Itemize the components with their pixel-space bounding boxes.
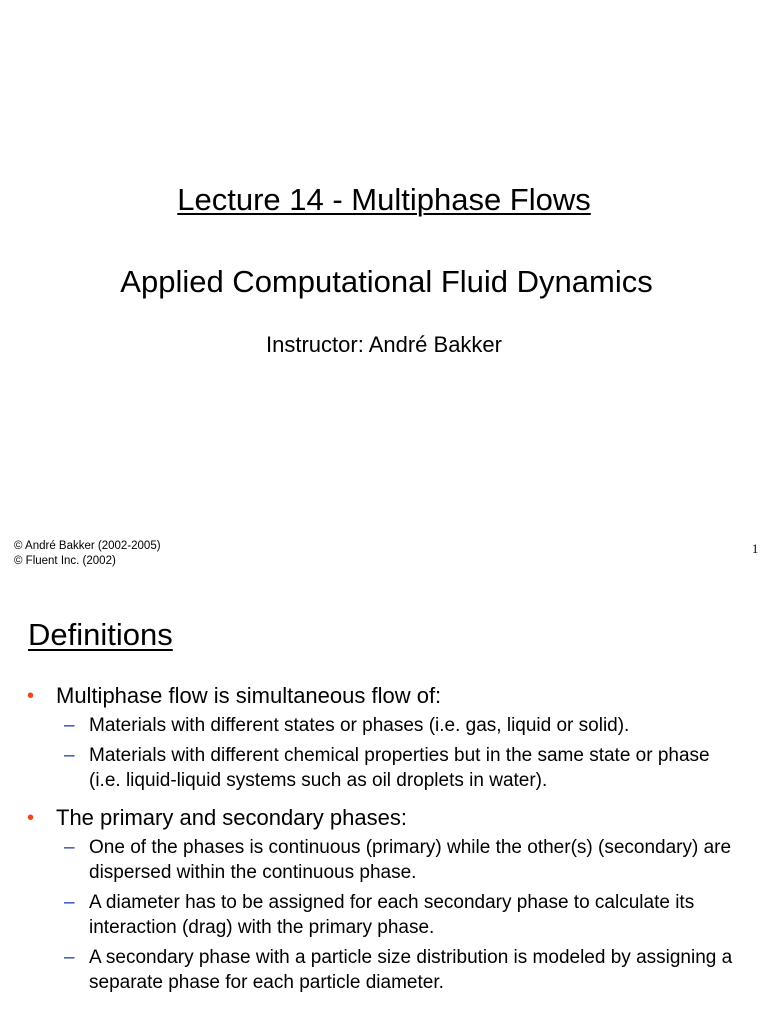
dash-icon: – — [64, 744, 75, 766]
sub-bullet-text: A secondary phase with a particle size distribution is modeled by assigning a separate phase for each particle diameter. — [89, 946, 733, 993]
copyright-line: © Fluent Inc. (2002) — [14, 555, 116, 567]
sub-bullet-item — [0, 713, 768, 739]
bullet-item — [0, 680, 768, 712]
sub-bullet-text: A diameter has to be assigned for each secondary phase to calculate its interaction (drag) with the primary phase. — [89, 891, 695, 938]
sub-bullet-text: Materials with different states or phases (i.e. gas, liquid or solid). — [89, 715, 630, 736]
course-title: Applied Computational Fluid Dynamics — [120, 264, 653, 299]
bullet-item — [0, 802, 768, 834]
sub-bullet-item — [0, 743, 768, 794]
sub-bullet-item — [0, 835, 768, 886]
bullet-text: The primary and secondary phases: — [56, 804, 407, 830]
bullet-text: Multiphase flow is simultaneous flow of: — [56, 683, 442, 708]
copyright-line: © André Bakker (2002-2005) — [14, 540, 161, 552]
slide-definitions — [0, 576, 768, 1024]
instructor-line: Instructor: André Bakker — [266, 332, 502, 357]
dash-icon: – — [64, 891, 75, 913]
dash-icon: – — [64, 946, 75, 968]
page-number: 1 — [752, 542, 759, 556]
bullet-list — [0, 680, 768, 1000]
slide-title: Definitions — [28, 617, 173, 652]
dash-icon: – — [64, 836, 75, 858]
copyright-notice — [14, 539, 161, 569]
dash-icon: – — [64, 715, 75, 736]
sub-bullet-text: Materials with different chemical properties but in the same state or phase (i.e. liquid-liquid systems such as oil droplets in water). — [89, 744, 710, 791]
lecture-title: Lecture 14 - Multiphase Flows — [177, 182, 591, 217]
sub-bullet-item — [0, 890, 768, 941]
bullet-icon: • — [27, 685, 35, 707]
bullet-icon: • — [27, 806, 35, 829]
sub-bullet-text: One of the phases is continuous (primary) while the other(s) (secondary) are dispersed within the continuous phase. — [89, 836, 732, 883]
sub-bullet-item — [0, 945, 768, 996]
